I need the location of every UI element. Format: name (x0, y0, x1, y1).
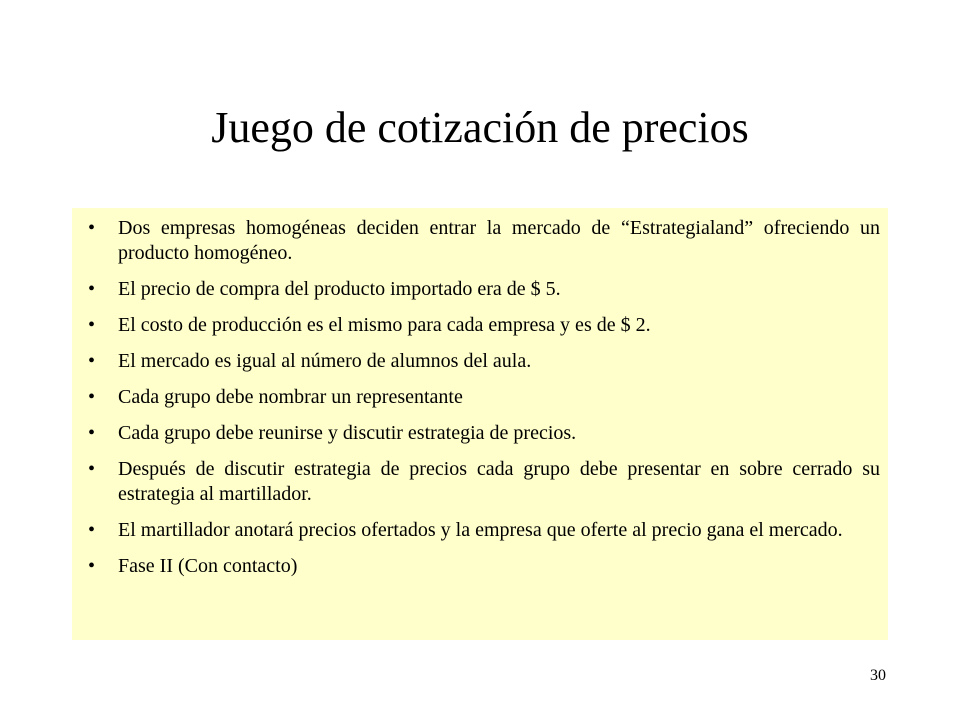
bullet-text: El mercado es igual al número de alumnos del aula. (118, 350, 532, 372)
page-number: 30 (870, 667, 886, 684)
bullet-icon: • (88, 278, 96, 300)
bullet-icon: • (88, 386, 96, 408)
bullet-icon: • (88, 555, 96, 577)
bullet-text: Cada grupo debe nombrar un representante (118, 386, 463, 408)
bullet-item (78, 518, 880, 543)
bullet-icon: • (88, 519, 96, 541)
bullet-icon: • (88, 314, 96, 336)
bullet-icon: • (88, 422, 96, 444)
bullet-icon: • (88, 217, 96, 239)
bullet-text: El precio de compra del producto importado era de $ 5. (118, 278, 561, 300)
bullet-text: El martillador anotará precios ofertados y la empresa que oferte al precio gana el mercado. (118, 519, 843, 541)
bullet-text: Después de discutir estrategia de precios cada grupo debe presentar en sobre cerrado su estrategia al martillador. (118, 458, 880, 505)
bullet-text: Cada grupo debe reunirse y discutir estrategia de precios. (118, 422, 577, 444)
bullet-icon: • (88, 350, 96, 372)
bullet-item (78, 421, 880, 446)
slide-title: Juego de cotización de precios (211, 103, 749, 152)
bullet-item (78, 216, 880, 266)
bullet-text: El costo de producción es el mismo para cada empresa y es de $ 2. (118, 314, 651, 336)
bullet-item (78, 457, 880, 507)
bullet-icon: • (88, 458, 96, 480)
bullet-list (78, 216, 880, 579)
bullet-item (78, 349, 880, 374)
bullet-text: Dos empresas homogéneas deciden entrar la mercado de “Estrategialand” ofreciendo un producto homogéneo. (118, 217, 880, 264)
bullet-text: Fase II (Con contacto) (118, 555, 298, 577)
bullet-item (78, 277, 880, 302)
bullet-item (78, 385, 880, 410)
content-box (72, 208, 888, 640)
bullet-item (78, 313, 880, 338)
bullet-item (78, 554, 880, 579)
